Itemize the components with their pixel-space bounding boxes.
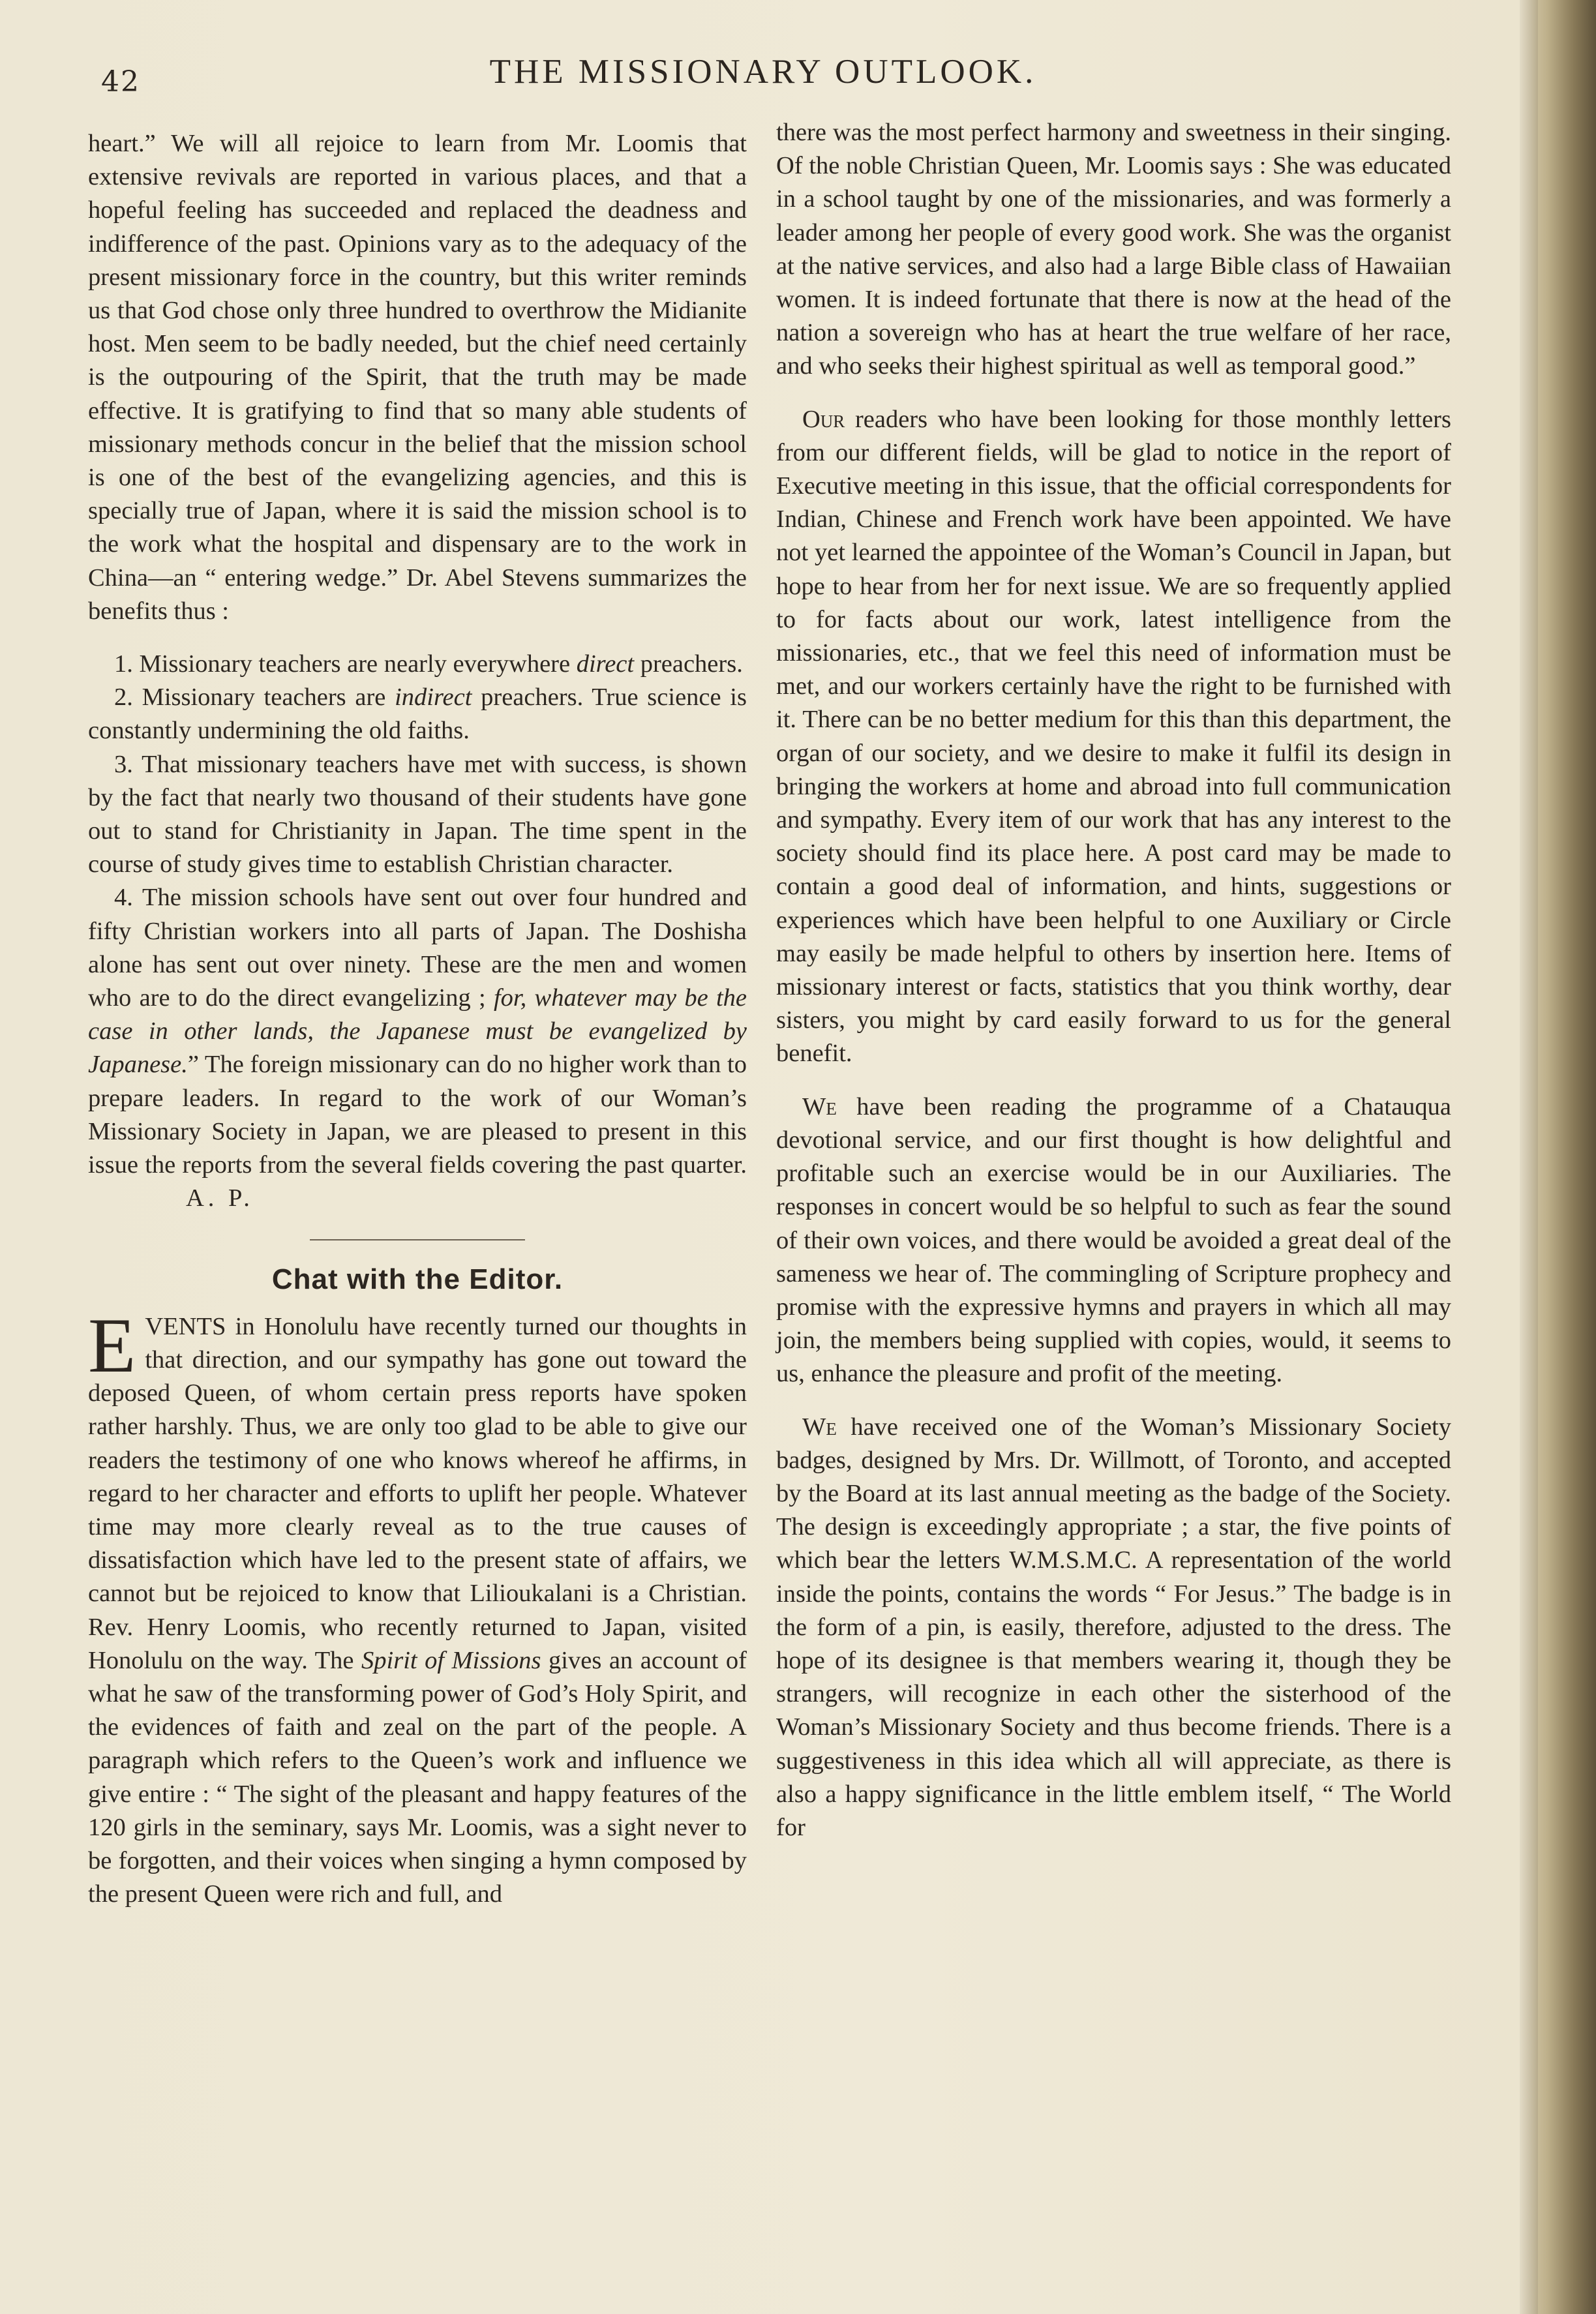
editorial-paragraph-letters: [776, 403, 1451, 1071]
list-item-1-emphasis: direct: [576, 650, 635, 678]
continuation-paragraph: there was the most perfect harmony and sweetness in their singing. Of the noble Christian Queen, Mr. Loomis says : She was educated in a school taught by one of the missionaries, and was formerly a leader among her people of every good work. She was the organist at the native services, and also had a large Bible class of Hawaiian women. It is indeed fortunate that there is now at the head of the nation a sovereign who has at heart the true welfare of her race, and who seeks their highest spiritual as well as temporal good.”: [776, 119, 1451, 380]
editorial-paragraph-badge: [776, 1411, 1451, 1845]
paragraph-text: have been reading the programme of a Chatauqua devotional service, and our first thought is how delightful and profitable such an exercise would be in our Auxiliaries. The responses in concert would be so helpful to such as fear the sound of their own voices, and there would be avoided a great deal of the sameness we hear of. The commingling of Scripture prophecy and promise with the expressive hymns and prayers in which all may join, the members being supplied with copies, would, it seems to us, enhance the pleasure and profit of the meeting.: [776, 1092, 1451, 1388]
list-item-1: [88, 648, 747, 681]
list-item-1-end: preachers.: [634, 650, 743, 678]
list-item-4: [88, 881, 747, 1215]
section-heading: Chat with the Editor.: [271, 1263, 564, 1295]
paragraph-lead: Our: [802, 405, 845, 433]
drop-cap: E: [88, 1301, 136, 1389]
list-item-4-text: 4. The mission schools have sent out over four hundred and fifty Christian workers into all parts of Japan. The Doshisha alone has sent out over ninety. These are the men and women who are to do the direct evangelizing ;: [88, 884, 747, 1012]
chat-paragraph: [88, 1301, 747, 1912]
section-divider: [310, 1239, 525, 1240]
chat-text-end: gives an account of what he saw of the transforming power of God’s Holy Spirit, and the evidences of faith and zeal on the part of the people. A paragraph which refers to the Queen’s work and influence we give entire : “ The sight of the pleasant and happy features of the 120 girls in the seminary, says Mr. Loomis, was a sight never to be forgotten, and their voices when singing a hymn composed by the present Queen were rich and full, and: [88, 1646, 747, 1908]
editorial-paragraph-chatauqua: [776, 1090, 1451, 1391]
right-column: [776, 116, 1451, 1844]
paragraph-text: have received one of the Woman’s Missionary Society badges, designed by Mrs. Dr. Willmott, of Toronto, and accepted by the Board at its last annual meeting as the badge of the Society. The design is exceedingly appropriate ; a star, the five points of which bear the letters W.M.S.M.C. A representation of the world inside the points, contains the words “ For Jesus.” The badge is in the form of a pin, is easily, therefore, adjusted to the dress. The hope of its designee is that members wearing it, though they be strangers, will recognize in each other the sisterhood of the Woman’s Missionary Society and thus become friends. There is a suggestiveness in this idea which all will appreciate, as there is also a happy significance in the little emblem itself, “ The World for: [776, 1413, 1451, 1841]
chat-text: VENTS in Honolulu have recently turned our thoughts in that direction, and our sympathy has gone out toward the deposed Queen, of whom certain press reports have spoken rather harshly. Thus, we are only too glad to be able to give our readers the testimony of one who knows whereof he affirms, in regard to her character and efforts to uplift her people. Whatever time may more clearly reveal as to the true causes of dissatisfaction which have led to the present state of affairs, we cannot but be rejoiced to know that Lilioukalani is a Christian. Rev. Henry Loomis, who recently returned to Japan, visited Honolulu on the way. The: [88, 1312, 747, 1674]
paragraph-text: readers who have been looking for those monthly letters from our different fields, will be glad to notice in the report of Executive meeting in this issue, that the official correspondents for Indian, Chinese and French work have been appointed. We have not yet learned the appointee of the Woman’s Council in Japan, but hope to hear from her for next issue. We are so frequently applied to for facts about our work, latest intelligence from the missionaries, etc., that we feel this need of information must be met, and our workers certainly have the right to be furnished with it. There can be no better medium for this than this department, the organ of our society, and we desire to make it fulfil its design in bringing the workers at home and abroad into full communication and sympathy. Every item of our work that has any interest to the society should find its place here. A post card may be made to contain a good deal of information, and hints, suggestions or experiences which have been helpful to one Auxiliary or Circle may easily be made helpful to others by insertion here. Items of missionary interest or facts, statistics that you think worthy, dear sisters, you might by card easily forward to us for the general benefit.: [776, 405, 1451, 1068]
book-spine-edge: [1520, 0, 1596, 2314]
list-item-3: 3. That missionary teachers have met with success, is shown by the fact that nearly two thousand of their students have gone out to stand for Christianity in Japan. The time spent in the course of study gives time to establish Christian character.: [88, 750, 747, 879]
intro-paragraph: heart.” We will all rejoice to learn from Mr. Loomis that extensive revivals are reported in various places, and that a hopeful feeling has succeeded and replaced the deadness and indifference of the past. Opinions vary as to the adequacy of the present missionary force in the country, but this writer reminds us that God chose only three hundred to overthrow the Midianite host. Men seem to be badly needed, but the chief need certainly is the outpouring of the Spirit, that the truth may be made effective. It is gratifying to find that so many able students of missionary methods concur in the belief that the mission school is one of the best of the evangelizing agencies, and this is specially true of Japan, where it is said the mission school is to the work what the hospital and dispensary are to the work in China—an “ entering wedge.” Dr. Abel Stevens summarizes the benefits thus :: [88, 130, 747, 625]
list-item-4-emphasis: for, whatever may be the case in other lands, the Japanese must be evangelized by Japanese.: [88, 984, 747, 1079]
paragraph-lead: We: [802, 1413, 837, 1441]
page-number: 42: [101, 65, 140, 98]
author-signature: A. P.: [186, 1184, 254, 1212]
list-item-2-end: preachers. True science is constantly undermining the old faiths.: [88, 684, 747, 745]
list-item-4-end: ” The foreign missionary can do no higher work than to prepare leaders. In regard to the work of our Woman’s Missionary Society in Japan, we are pleased to present in this issue the reports from the several fields covering the past quarter.: [88, 1051, 747, 1179]
paragraph-lead: We: [802, 1092, 837, 1120]
list-item-2: [88, 681, 747, 747]
running-title: THE MISSIONARY OUTLOOK.: [489, 53, 1037, 91]
list-item-2-emphasis: indirect: [395, 684, 472, 712]
list-item-1-text: 1. Missionary teachers are nearly everywhere: [114, 650, 577, 678]
chat-emphasis: Spirit of Missions: [361, 1646, 541, 1674]
left-column: [88, 127, 747, 1911]
list-item-2-text: 2. Missionary teachers are: [114, 684, 395, 712]
